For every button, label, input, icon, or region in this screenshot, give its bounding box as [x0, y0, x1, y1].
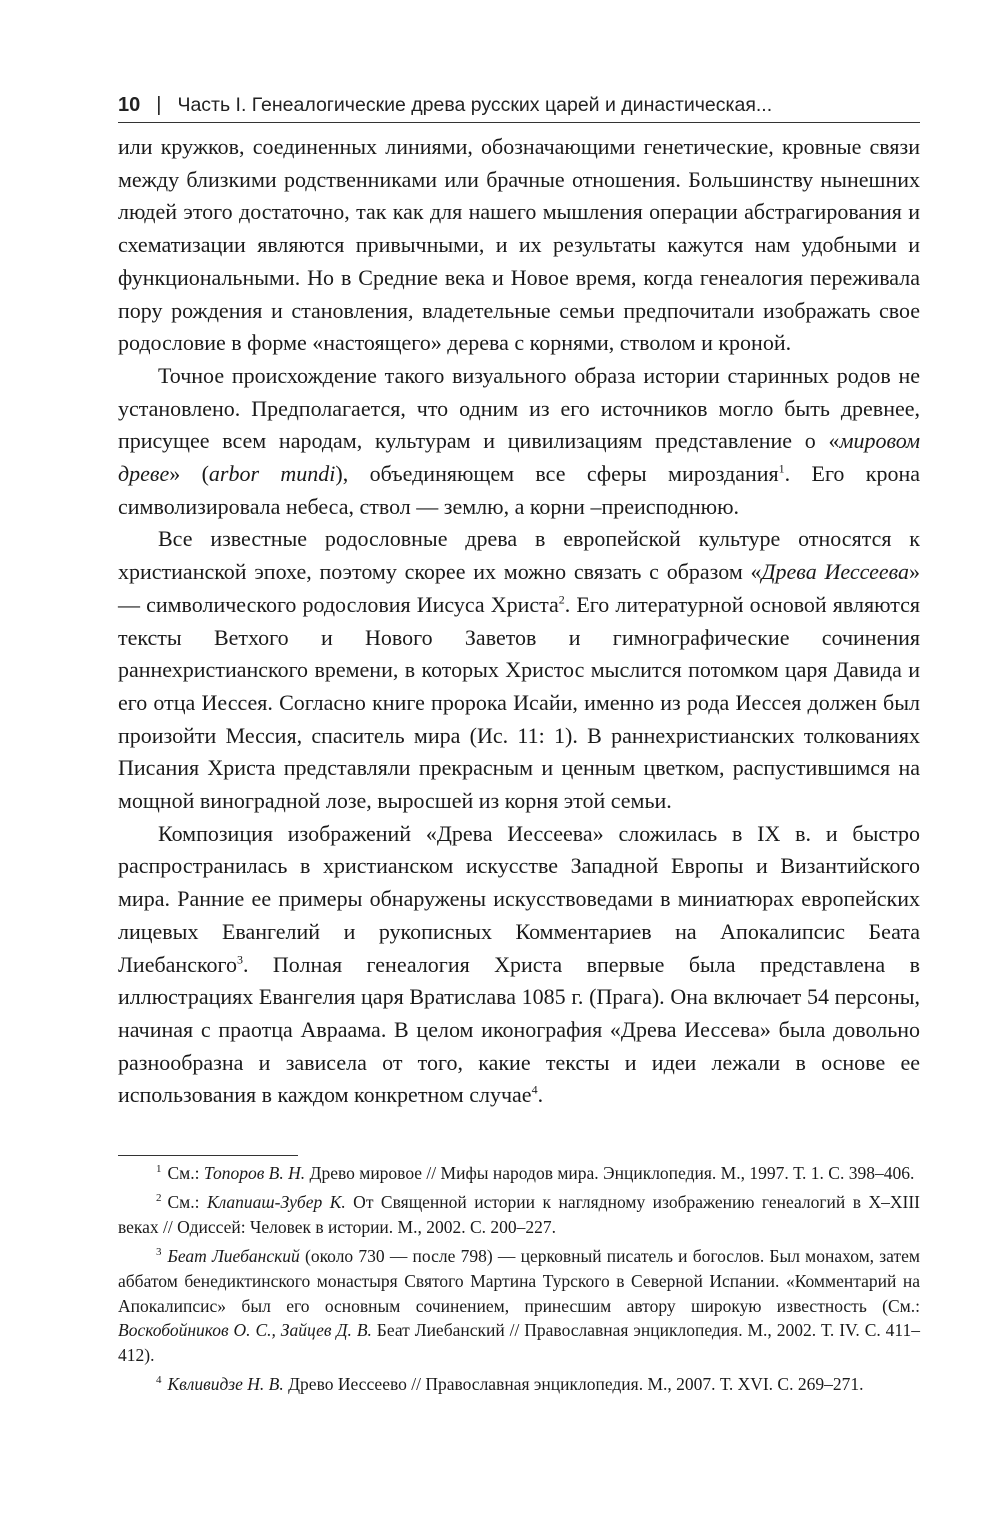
- p2-latin-term: arbor mundi: [208, 461, 336, 487]
- footnote-3: [118, 1244, 920, 1369]
- footnote-text: Древо мировое // Мифы народов мира. Энциклопедия. М., 1997. Т. 1. С. 398–406.: [305, 1163, 915, 1183]
- footnote-1: [118, 1161, 920, 1186]
- p2-text-c: ), объединяющем все сферы мироздания: [335, 461, 779, 487]
- footnote-author: Клапиаш-Зубер К.: [206, 1191, 346, 1212]
- footnote-author: Беат Лиебанский: [167, 1245, 300, 1266]
- main-text: [118, 131, 920, 1112]
- footnote-ref-3[interactable]: 3: [237, 952, 244, 967]
- header-separator: |: [156, 93, 162, 116]
- footnote-ref-4[interactable]: 4: [531, 1083, 538, 1098]
- p2-italic-term: мировом древе: [118, 428, 920, 487]
- footnote-ref-1[interactable]: 1: [778, 461, 785, 476]
- footnote-text: Древо Иессеево // Православная энциклопедия. М., 2007. Т. XVI. С. 269–271.: [283, 1374, 864, 1395]
- footnotes: [118, 1161, 920, 1401]
- p3-text-c: . Его литературной основой являются тексты Ветхого и Нового Заветов и гимнографические сочинения раннехристианского времени, в которых Христос мыслится потомком царя Давида и его отца Иессея. Согласно книге пророка Исайи, именно из рода Иессея должен был произойти Мессия, спаситель мира (Ис. 11: 1). В раннехристианских толкованиях Писания Христа представляли прекрасным и ценным цветком, распустившимся на мощной виноградной лозе, выросшей из корня этой семьи.: [118, 591, 920, 814]
- p2-text-b: » (: [169, 461, 209, 487]
- footnote-text: См.:: [167, 1191, 207, 1212]
- footnote-number: 3: [156, 1245, 162, 1258]
- paragraph-3: [118, 523, 920, 817]
- paragraph-2: [118, 360, 920, 524]
- paragraph-1: [118, 131, 920, 360]
- footnote-author: Топоров В. Н.: [203, 1163, 306, 1183]
- p2-text-d: . Его крона символизировала небеса, ствол — землю, а корни –преисподнюю.: [118, 461, 921, 519]
- p4-text-c: .: [537, 1082, 544, 1108]
- footnote-text: (около 730 — после 798) — церковный писатель и богослов. Был монахом, затем аббатом бенедиктинского монастыря Святого Мартина Турского в Северной Испании. «Комментарий на Апокалипсис» был его основным сочинением, принесшим автору широкую известность (См.:: [118, 1245, 920, 1316]
- footnote-author: Воскобойников О. С., Зайцев Д. В.: [118, 1320, 372, 1341]
- footnote-text: См.:: [167, 1163, 204, 1183]
- p3-italic-term: Древа Иессеева: [761, 559, 909, 585]
- footnote-number: 1: [156, 1163, 162, 1176]
- running-title: Часть I. Генеалогические древа русских царей и династическая...: [177, 93, 773, 116]
- p3-text-b: » — символического родословия Иисуса Христа: [118, 559, 920, 617]
- p2-text-a: Точное происхождение такого визуального образа истории старинных родов не установлено. Предполагается, что одним из его источников могло быть древнее, присущее всем народам, культурам и цивилизациям представление о «: [118, 362, 920, 454]
- footnote-author: Квливидзе Н. В.: [167, 1374, 284, 1395]
- p4-text-b: . Полная генеалогия Христа впервые была представлена в иллюстрациях Евангелия царя Вратислава 1085 г. (Прага). Она включает 54 персоны, начиная с праотца Авраама. В целом иконография «Древа Иессева» была довольно разнообразна и зависела от того, какие тексты и идеи лежали в основе ее использования в каждом конкретном случае: [118, 951, 920, 1108]
- footnote-ref-2[interactable]: 2: [558, 592, 565, 607]
- paragraph-4: [118, 818, 920, 1112]
- p4-text-a: Композиция изображений «Древа Иессеева» сложилась в IX в. и быстро распространилась в христианском искусстве Западной Европы и Византийского мира. Ранние ее примеры обнаружены искусствоведами в миниатюрах европейских лицевых Евангелий и рукописных Комментариев на Апокалипсис Беата Лиебанского: [118, 820, 920, 977]
- header-rule: [118, 122, 920, 123]
- footnote-rule: [118, 1155, 298, 1156]
- footnote-text: Беат Лиебанский // Православная энциклопедия. М., 2002. Т. IV. С. 411–412).: [118, 1320, 920, 1366]
- p3-text-a: Все известные родословные древа в европейской культуре относятся к христианской эпохе, поэтому скорее их можно связать с образом «: [118, 526, 920, 585]
- running-header: [118, 88, 920, 122]
- footnote-2: [118, 1190, 920, 1240]
- footnote-text: От Священной истории к наглядному изображению генеалогий в X–XIII веках // Одиссей: Человек в истории. М., 2002. С. 200–227.: [118, 1191, 921, 1237]
- page-number: 10: [118, 93, 141, 116]
- footnote-number: 2: [156, 1192, 162, 1205]
- footnote-number: 4: [156, 1374, 162, 1387]
- footnote-4: [118, 1372, 920, 1397]
- paragraph-1-text: или кружков, соединенных линиями, обозначающими генетические, кровные связи между близкими родственниками или брачные отношения. Большинству нынешних людей этого достаточно, так как для нашего мышления операции абстрагирования и схематизации являются привычными, и их результаты кажутся нам удобными и функциональными. Но в Средние века и Новое время, когда генеалогия переживала пору рождения и становления, владетельные семьи предпочитали изображать свое родословие в форме «настоящего» дерева с корнями, стволом и кроной.: [118, 134, 920, 356]
